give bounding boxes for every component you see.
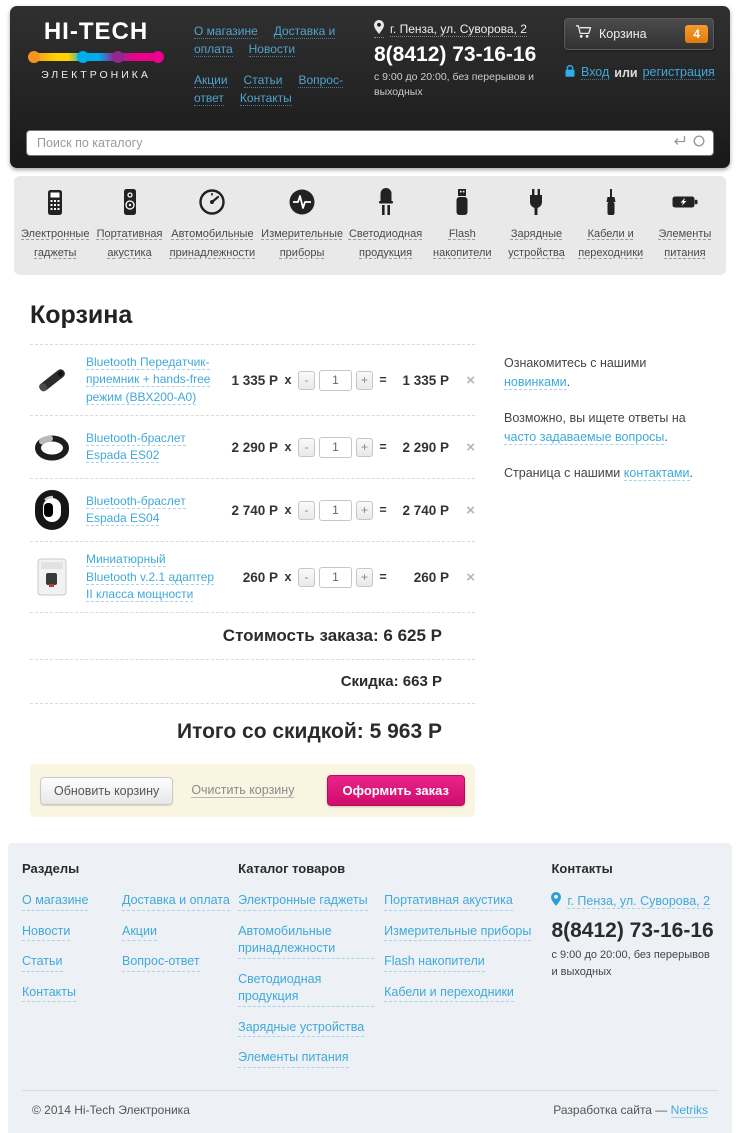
gauge-icon	[170, 188, 255, 218]
footer-section	[22, 861, 238, 1080]
category-bar	[14, 176, 726, 275]
site-logo[interactable]	[26, 18, 166, 81]
remove-item-icon[interactable]: ×	[466, 438, 475, 456]
developer-credit: Разработка сайта — Netriks	[553, 1102, 708, 1117]
decrease-qty-button[interactable]: -	[298, 501, 315, 520]
cart-item-row	[30, 416, 475, 479]
logo-subtitle: ЭЛЕКТРОНИКА	[41, 69, 151, 81]
footer-link-column	[22, 892, 122, 1014]
sidebar-paragraph	[504, 409, 710, 448]
logo-title: HI-TECH	[43, 18, 149, 45]
quantity-input[interactable]	[319, 437, 352, 458]
footer-link[interactable]: Кабели и переходники	[384, 984, 514, 1003]
category-label: Светодиодная продукция	[348, 228, 423, 260]
footer-link[interactable]: Элементы питания	[238, 1049, 348, 1068]
logo-stripe	[28, 51, 164, 63]
calculator-icon	[21, 188, 89, 218]
category-item[interactable]	[425, 188, 499, 262]
equals-sign: =	[379, 503, 387, 518]
unit-price: 260 Р	[242, 569, 278, 585]
footer-address-link[interactable]: г. Пенза, ул. Суворова, 2	[567, 894, 711, 909]
product-link[interactable]: Bluetooth-браслет Espada ES04	[86, 493, 186, 526]
footer-address	[551, 892, 718, 911]
cart-item-row	[30, 542, 475, 613]
product-name	[86, 551, 216, 603]
equals-sign: =	[379, 570, 387, 585]
sidebar-text: Возможно, вы ищете ответы на	[504, 410, 686, 425]
site-header	[10, 6, 730, 168]
cart-button-label: Корзина	[599, 27, 647, 41]
product-link[interactable]: Миниатюрный Bluetooth v.2.1 адаптер II класса мощности	[86, 552, 215, 602]
checkout-button[interactable]: Оформить заказ	[327, 775, 465, 806]
footer-link[interactable]: Светодиодная продукция	[238, 971, 374, 1007]
category-item[interactable]	[167, 188, 258, 262]
clear-cart-link[interactable]: Очистить корзину	[191, 783, 295, 798]
info-sidebar	[504, 344, 710, 499]
location-pin-icon	[374, 20, 384, 38]
footer-link-column	[122, 892, 230, 1014]
footer-link[interactable]: О магазине	[22, 892, 88, 911]
header-nav-link[interactable]: Контакты	[239, 91, 292, 105]
footer-contacts-section	[551, 861, 718, 1080]
site-footer	[8, 843, 732, 1133]
cart-item-row	[30, 479, 475, 542]
decrease-qty-button[interactable]: -	[298, 568, 315, 587]
cart-item-row	[30, 345, 475, 416]
sidebar-text: .	[566, 375, 571, 390]
footer-link[interactable]: Электронные гаджеты	[238, 892, 367, 911]
sidebar-link[interactable]: часто задаваемые вопросы	[504, 430, 665, 445]
equals-sign: =	[379, 373, 387, 388]
cart-count-badge: 4	[685, 25, 708, 43]
register-link[interactable]: регистрация	[642, 65, 715, 79]
product-thumbnail[interactable]	[30, 425, 74, 469]
quantity-input[interactable]	[319, 370, 352, 391]
category-label: Автомобильные принадлежности	[169, 228, 256, 260]
category-item[interactable]	[574, 188, 648, 262]
footer-link[interactable]: Вопрос-ответ	[122, 953, 200, 972]
decrease-qty-button[interactable]: -	[298, 438, 315, 457]
cable-icon	[577, 188, 645, 218]
category-item[interactable]	[92, 188, 166, 262]
led-icon	[349, 188, 422, 218]
sidebar-link[interactable]: контактами	[623, 465, 690, 480]
category-label: Электронные гаджеты	[21, 228, 90, 260]
category-label: Зарядные устройства	[508, 228, 565, 260]
sidebar-link[interactable]: новинками	[504, 375, 567, 390]
copyright-text: © 2014 Hi-Tech Электроника	[32, 1102, 190, 1117]
unit-price: 1 335 Р	[231, 372, 278, 388]
footer-phone: 8(8412) 73-16-16	[551, 919, 714, 943]
header-nav-link[interactable]: О магазине	[194, 24, 258, 38]
category-label: Элементы питания	[658, 228, 712, 260]
category-label: Кабели и переходники	[578, 228, 644, 260]
login-or-text: или	[614, 65, 638, 80]
battery-icon	[651, 188, 719, 218]
sidebar-text: .	[689, 465, 693, 480]
search-icon[interactable]	[693, 134, 705, 152]
header-contact	[374, 18, 564, 100]
unit-price: 2 740 Р	[231, 502, 278, 518]
multiply-sign: x	[284, 570, 292, 585]
footer-link[interactable]: Автомобильные принадлежности	[238, 923, 374, 959]
location-pin-icon	[551, 892, 561, 911]
category-item[interactable]	[18, 188, 92, 262]
header-nav	[166, 18, 374, 120]
developer-link[interactable]: Netriks	[670, 1102, 708, 1117]
footer-link-column	[384, 892, 531, 1080]
category-item[interactable]	[258, 188, 346, 262]
order-subtotal: Стоимость заказа: 6 625 Р	[30, 613, 475, 660]
header-nav-link[interactable]: Акции	[194, 73, 228, 87]
cart-actions-bar	[30, 764, 475, 817]
store-phone: 8(8412) 73-16-16	[374, 43, 537, 66]
footer-link-column	[238, 892, 384, 1080]
header-nav-link[interactable]: Доставка и оплата	[194, 24, 336, 56]
footer-link[interactable]: Измерительные приборы	[384, 923, 531, 942]
update-cart-button[interactable]: Обновить корзину	[40, 777, 173, 805]
footer-link[interactable]: Статьи	[22, 953, 63, 972]
increase-qty-button[interactable]: +	[356, 438, 373, 457]
multiply-sign: x	[284, 440, 292, 455]
footer-section-title: Каталог товаров	[238, 861, 346, 877]
product-name	[86, 493, 216, 528]
line-total: 2 740 Р	[402, 502, 449, 518]
footer-link[interactable]: Контакты	[22, 984, 76, 1003]
lock-icon	[564, 64, 576, 81]
login-link[interactable]: Вход	[581, 65, 610, 79]
category-label: Портативная акустика	[96, 228, 163, 260]
page-title: Корзина	[30, 301, 133, 330]
pulse-icon	[261, 188, 343, 218]
remove-item-icon[interactable]: ×	[466, 501, 475, 519]
footer-columns	[22, 892, 238, 1014]
line-total: 2 290 Р	[402, 439, 449, 455]
footer-section-title: Контакты	[551, 861, 613, 877]
footer-link[interactable]: Новости	[22, 923, 70, 942]
search-input[interactable]	[26, 130, 714, 156]
footer-hours: с 9:00 до 20:00, без перерывов и выходных	[551, 949, 710, 978]
decrease-qty-button[interactable]: -	[298, 371, 315, 390]
header-nav-link[interactable]: Вопрос-ответ	[194, 73, 343, 105]
footer-link[interactable]: Акции	[122, 923, 157, 942]
line-total: 260 Р	[413, 569, 449, 585]
header-nav-link[interactable]: Статьи	[243, 73, 283, 87]
product-link[interactable]: Bluetooth Передатчик-приемник + hands-free режим (BBX200-A0)	[86, 355, 211, 404]
sidebar-paragraph	[504, 354, 710, 393]
product-name	[86, 430, 216, 465]
product-thumbnail[interactable]	[30, 555, 74, 599]
category-item[interactable]	[499, 188, 573, 262]
store-hours: с 9:00 до 20:00, без перерывов и выходных	[374, 71, 535, 99]
category-label: Flash накопители	[433, 228, 492, 260]
product-thumbnail[interactable]	[30, 488, 74, 532]
sidebar-text: Страница с нашими	[504, 465, 624, 480]
cart-button[interactable]	[564, 18, 714, 50]
unit-price: 2 290 Р	[231, 439, 278, 455]
store-address[interactable]: г. Пенза, ул. Суворова, 2	[390, 21, 527, 36]
line-total: 1 335 Р	[402, 372, 449, 388]
category-item[interactable]	[346, 188, 425, 262]
remove-item-icon[interactable]: ×	[466, 371, 475, 389]
usb-icon	[428, 188, 496, 218]
footer-link[interactable]: Портативная акустика	[384, 892, 513, 911]
speaker-icon	[95, 188, 163, 218]
category-label: Измерительные приборы	[261, 228, 343, 260]
product-name	[86, 354, 216, 406]
cart-icon	[575, 24, 592, 44]
order-grand-total: Итого со скидкой: 5 963 Р	[176, 720, 442, 744]
quantity-input[interactable]	[319, 500, 352, 521]
enter-key-icon	[672, 134, 686, 152]
quantity-input[interactable]	[319, 567, 352, 588]
header-nav-link[interactable]: Новости	[248, 42, 296, 56]
product-thumbnail[interactable]	[30, 358, 74, 402]
charger-icon	[502, 188, 570, 218]
increase-qty-button[interactable]: +	[356, 501, 373, 520]
sidebar-paragraph	[504, 464, 710, 483]
product-link[interactable]: Bluetooth-браслет Espada ES02	[86, 430, 186, 463]
footer-columns	[238, 892, 551, 1080]
sidebar-text: .	[664, 430, 668, 445]
remove-item-icon[interactable]: ×	[466, 568, 475, 586]
sidebar-text: Ознакомитесь с нашими	[504, 356, 647, 371]
footer-link[interactable]: Зарядные устройства	[238, 1019, 364, 1038]
footer-link[interactable]: Flash накопители	[384, 953, 485, 972]
footer-section-title: Разделы	[22, 861, 80, 877]
category-item[interactable]	[648, 188, 722, 262]
footer-section	[238, 861, 551, 1080]
increase-qty-button[interactable]: +	[356, 568, 373, 587]
cart-column	[30, 344, 475, 817]
multiply-sign: x	[284, 503, 292, 518]
multiply-sign: x	[284, 373, 292, 388]
order-discount: Скидка: 663 Р	[30, 660, 475, 704]
equals-sign: =	[379, 440, 387, 455]
footer-link[interactable]: Доставка и оплата	[122, 892, 230, 911]
increase-qty-button[interactable]: +	[356, 371, 373, 390]
